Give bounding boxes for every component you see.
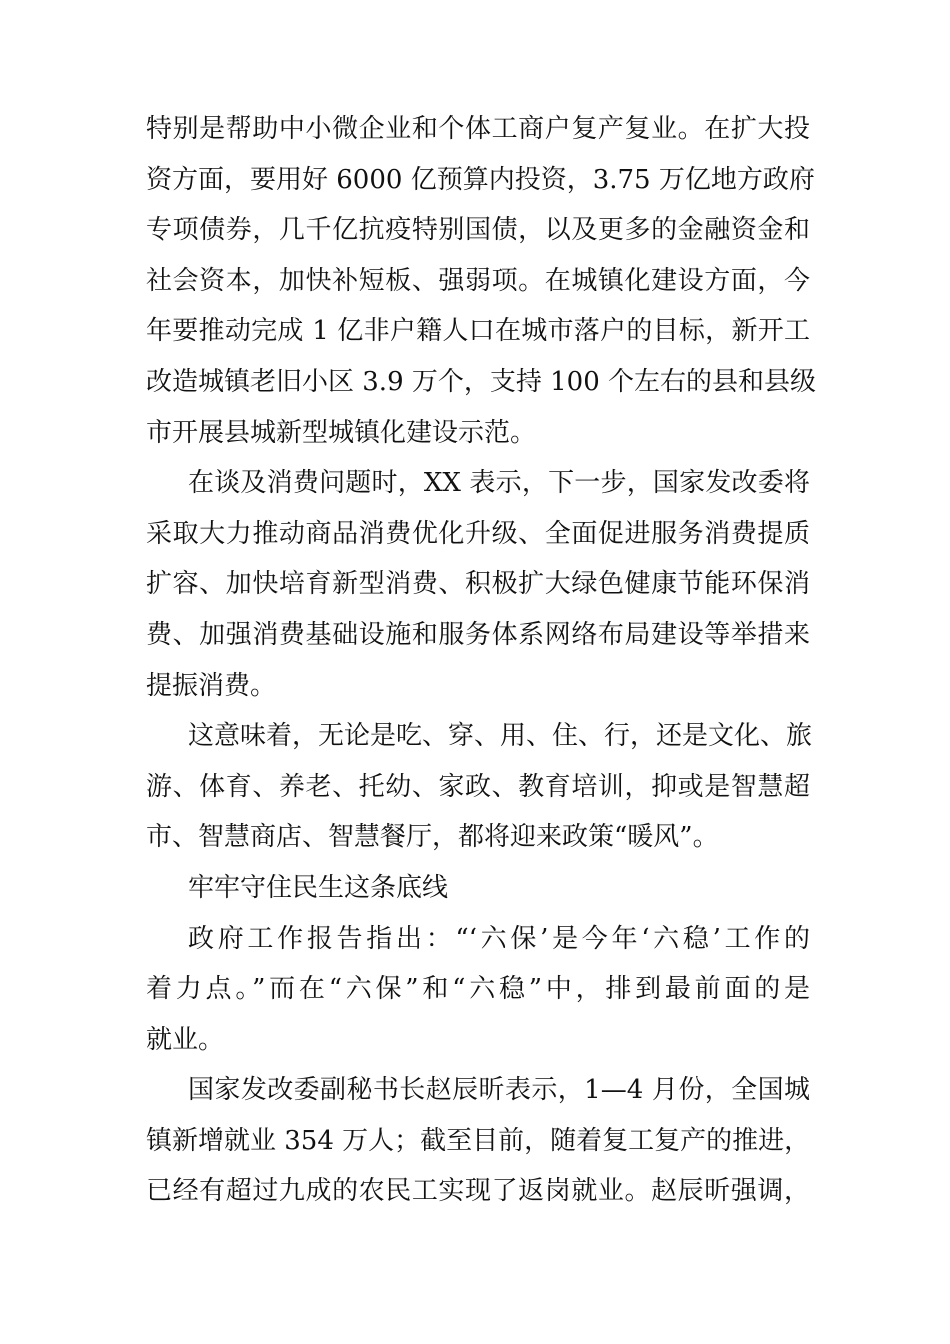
text-line: 特别是帮助中小微企业和个体工商户复产复业。在扩大投: [146, 114, 810, 144]
text-line: 扩容、加快培育新型消费、积极扩大绿色健康节能环保消: [146, 569, 810, 600]
text-line: 专项债券，几千亿抗疫特别国债，以及更多的金融资金和: [146, 215, 810, 246]
text-line: 就业。: [146, 1024, 225, 1055]
text-line: 这意味着，无论是吃、穿、用、住、行，还是文化、旅: [188, 721, 813, 752]
text-line: 镇新增就业 354 万人；截至目前，随着复工复产的推进，: [146, 1125, 811, 1156]
section-heading: 牢牢守住民生这条底线: [188, 872, 449, 903]
text-line: 资方面，要用好 6000 亿预算内投资，3.75 万亿地方政府: [146, 164, 815, 195]
text-line: 采取大力推动商品消费优化升级、全面促进服务消费提质: [146, 518, 810, 549]
text-line: 改造城镇老旧小区 3.9 万个，支持 100 个左右的县和县级: [146, 366, 817, 397]
text-line: 游、体育、养老、托幼、家政、教育培训，抑或是智慧超: [146, 771, 810, 802]
text-line: 政府工作报告指出：“‘六保’是今年‘六稳’工作的: [188, 923, 810, 954]
text-line: 着力点。”而在“六保”和“六稳”中，排到最前面的是: [146, 974, 810, 1005]
text-line: 费、加强消费基础设施和服务体系网络布局建设等举措来: [146, 619, 810, 650]
text-line: 市开展县城新型城镇化建设示范。: [146, 417, 537, 448]
text-line: 国家发改委副秘书长赵辰昕表示，1—4 月份，全国城: [188, 1075, 810, 1106]
text-line: 市、智慧商店、智慧餐厅，都将迎来政策“暖风”。: [146, 822, 719, 853]
text-line: 在谈及消费问题时，XX 表示，下一步，国家发改委将: [188, 468, 810, 499]
text-line: 年要推动完成 1 亿非户籍人口在城市落户的目标，新开工: [146, 316, 810, 347]
text-line: 社会资本，加快补短板、强弱项。在城镇化建设方面，今: [146, 265, 810, 296]
text-line: 已经有超过九成的农民工实现了返岗就业。赵辰昕强调，: [146, 1176, 810, 1207]
text-line: 提振消费。: [146, 670, 277, 701]
document-body: [146, 104, 817, 1217]
